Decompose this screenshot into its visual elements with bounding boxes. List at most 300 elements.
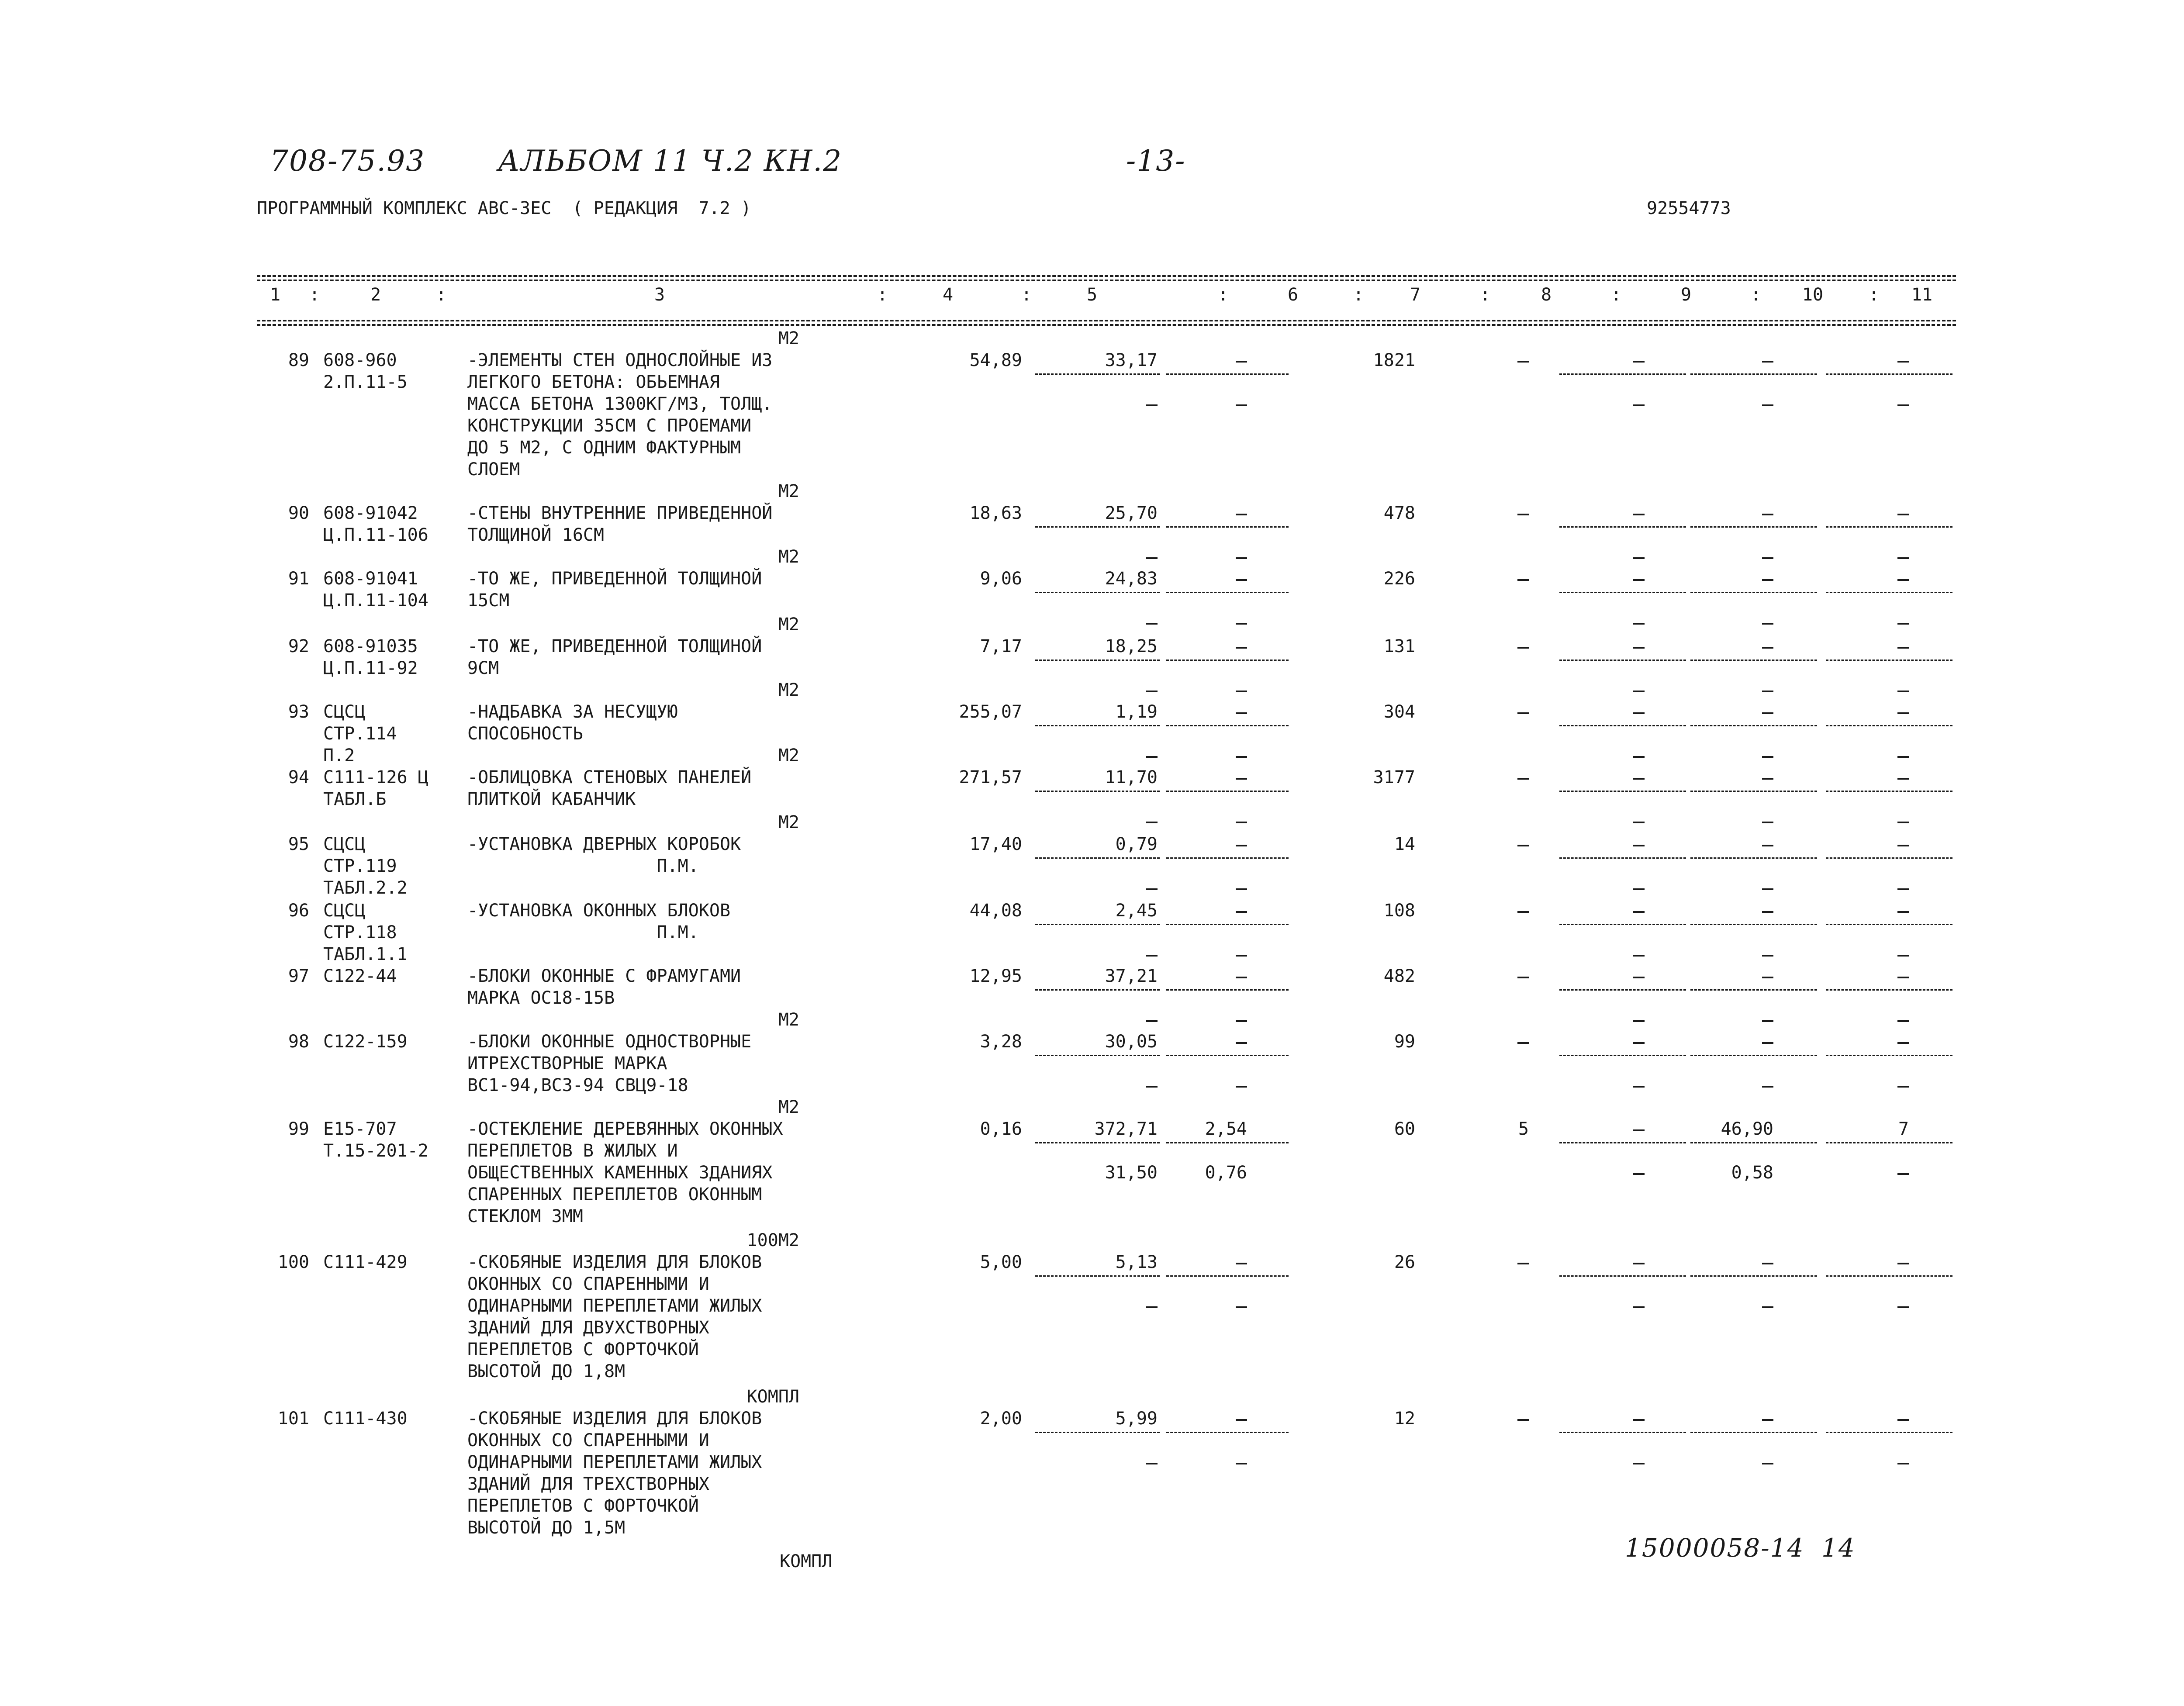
cell-c5: 37,21: [1105, 966, 1158, 986]
empty-value-dash: [1762, 1263, 1773, 1264]
empty-value-dash: [1897, 404, 1909, 406]
value-separator: [1035, 592, 1160, 593]
work-description: -ТО ЖЕ, ПРИВЕДЕННОЙ ТОЛЩИНОЙ: [467, 636, 762, 656]
value-separator: [1690, 373, 1817, 375]
empty-value-dash: [1146, 623, 1158, 625]
value-separator: [1559, 989, 1686, 991]
column-header-11: 6: [1287, 285, 1299, 305]
value-separator: [1826, 791, 1952, 792]
empty-value-dash: [1762, 404, 1773, 406]
column-header-12: :: [1353, 285, 1364, 305]
empty-value-dash: [1517, 647, 1529, 649]
column-header-10: :: [1217, 285, 1229, 305]
empty-value-dash: [1762, 557, 1773, 559]
value-separator: [1035, 1055, 1160, 1056]
empty-value-dash: [1236, 1086, 1247, 1088]
empty-value-dash: [1897, 911, 1909, 913]
empty-value-dash: [1897, 623, 1909, 625]
empty-value-dash: [1517, 514, 1529, 515]
cell-c6: 0,76: [1205, 1163, 1247, 1183]
cell-c5: 2,45: [1115, 901, 1158, 921]
norm-code: С111-430: [323, 1409, 408, 1429]
empty-value-dash: [1633, 911, 1645, 913]
empty-value-dash: [1897, 361, 1909, 363]
row-number: 91: [288, 569, 309, 589]
cell-c7: 3177: [1373, 767, 1415, 787]
cell-c4: 2,00: [980, 1409, 1022, 1429]
work-description: СЛОЕМ: [467, 459, 520, 480]
value-separator: [1559, 1055, 1686, 1056]
value-separator: [1559, 924, 1686, 925]
column-header-6: :: [877, 285, 888, 305]
cell-c10: 46,90: [1721, 1119, 1773, 1139]
empty-value-dash: [1236, 1306, 1247, 1308]
value-separator: [1559, 857, 1686, 859]
empty-value-dash: [1633, 1419, 1645, 1421]
work-description: ПЛИТКОЙ КАБАНЧИК: [467, 789, 636, 809]
empty-value-dash: [1517, 579, 1529, 581]
norm-code: Т.15-201-2: [323, 1141, 429, 1161]
empty-value-dash: [1633, 514, 1645, 515]
value-separator: [1826, 989, 1952, 991]
empty-value-dash: [1517, 778, 1529, 780]
empty-value-dash: [1633, 955, 1645, 957]
norm-code: Ц.П.11-106: [323, 525, 429, 545]
value-separator: [1826, 1432, 1952, 1433]
table-top-rule: [257, 275, 1956, 277]
header-bottom-rule-2: [257, 324, 1956, 326]
unit-label: М2: [778, 547, 799, 567]
empty-value-dash: [1633, 691, 1645, 692]
page-number: -13-: [1126, 144, 1186, 178]
work-description: СПАРЕННЫХ ПЕРЕПЛЕТОВ ОКОННЫМ: [467, 1185, 762, 1205]
value-separator: [1166, 725, 1289, 726]
empty-value-dash: [1897, 1020, 1909, 1022]
empty-value-dash: [1762, 822, 1773, 823]
work-description: ОДИНАРНЫМИ ПЕРЕПЛЕТАМИ ЖИЛЫХ: [467, 1296, 762, 1316]
cell-c4: 54,89: [969, 350, 1022, 370]
norm-code: ТАБЛ.1.1: [323, 944, 408, 964]
empty-value-dash: [1897, 1042, 1909, 1044]
empty-value-dash: [1146, 691, 1158, 692]
empty-value-dash: [1633, 756, 1645, 758]
unit-label: 100М2: [746, 1230, 799, 1250]
value-separator: [1166, 791, 1289, 792]
column-header-19: 10: [1802, 285, 1824, 305]
empty-value-dash: [1236, 888, 1247, 890]
empty-value-dash: [1633, 579, 1645, 581]
work-description: ПЕРЕПЛЕТОВ С ФОРТОЧКОЙ: [467, 1496, 699, 1516]
value-separator: [1559, 1432, 1686, 1433]
value-separator: [1166, 592, 1289, 593]
value-separator: [1166, 1275, 1289, 1277]
unit-label: КОМПЛ: [746, 1387, 799, 1407]
work-description: ОКОННЫХ СО СПАРЕННЫМИ И: [467, 1430, 709, 1450]
column-header-21: 11: [1911, 285, 1933, 305]
row-number: 89: [288, 350, 309, 370]
cell-c6: 2,54: [1205, 1119, 1247, 1139]
value-separator: [1690, 1142, 1817, 1143]
value-separator: [1035, 526, 1160, 528]
empty-value-dash: [1897, 1463, 1909, 1464]
unit-label: М2: [778, 615, 799, 635]
cell-c7: 482: [1383, 966, 1415, 986]
empty-value-dash: [1236, 955, 1247, 957]
empty-value-dash: [1236, 691, 1247, 692]
work-description: ОДИНАРНЫМИ ПЕРЕПЛЕТАМИ ЖИЛЫХ: [467, 1452, 762, 1472]
cell-c4: 0,16: [980, 1119, 1022, 1139]
work-description: -УСТАНОВКА ДВЕРНЫХ КОРОБОК: [467, 834, 741, 854]
empty-value-dash: [1897, 557, 1909, 559]
empty-value-dash: [1762, 911, 1773, 913]
sheet-number: 14: [1821, 1533, 1856, 1563]
empty-value-dash: [1762, 1086, 1773, 1088]
work-description: -НАДБАВКА ЗА НЕСУЩУЮ: [467, 702, 678, 722]
empty-value-dash: [1897, 1419, 1909, 1421]
cell-c10: 0,58: [1731, 1163, 1773, 1183]
column-header-1: 1: [270, 285, 281, 305]
cell-c4: 9,06: [980, 569, 1022, 589]
empty-value-dash: [1517, 911, 1529, 913]
value-separator: [1166, 857, 1289, 859]
document-number: 92554773: [1647, 198, 1731, 218]
norm-code: СТР.119: [323, 856, 397, 876]
value-separator: [1826, 1275, 1952, 1277]
cell-c7: 26: [1394, 1252, 1415, 1272]
row-number: 92: [288, 636, 309, 656]
unit-label: М2: [778, 328, 799, 349]
value-separator: [1166, 924, 1289, 925]
value-separator: [1559, 1142, 1686, 1143]
norm-code: 608-91042: [323, 503, 418, 523]
work-description: ВС1-94,ВС3-94 СВЦ9-18: [467, 1075, 688, 1095]
header-bottom-rule: [257, 320, 1956, 321]
work-description: МАРКА ОС18-15В: [467, 988, 615, 1008]
empty-value-dash: [1633, 845, 1645, 846]
empty-value-dash: [1633, 822, 1645, 823]
work-description: МАССА БЕТОНА 1300КГ/М3, ТОЛЩ.: [467, 394, 773, 414]
work-description: КОНСТРУКЦИИ 35СМ С ПРОЕМАМИ: [467, 416, 752, 436]
empty-value-dash: [1762, 778, 1773, 780]
empty-value-dash: [1236, 822, 1247, 823]
empty-value-dash: [1762, 712, 1773, 714]
value-separator: [1690, 791, 1817, 792]
cell-c4: 255,07: [959, 702, 1022, 722]
column-header-8: :: [1021, 285, 1032, 305]
cell-c11: 7: [1898, 1119, 1909, 1139]
work-description: -УСТАНОВКА ОКОННЫХ БЛОКОВ: [467, 901, 731, 921]
empty-value-dash: [1897, 822, 1909, 823]
unit-label: М2: [778, 746, 799, 766]
work-description: 15СМ: [467, 591, 510, 611]
empty-value-dash: [1146, 955, 1158, 957]
value-separator: [1690, 1275, 1817, 1277]
cell-c4: 18,63: [969, 503, 1022, 523]
work-description: -ЭЛЕМЕНТЫ СТЕН ОДНОСЛОЙНЫЕ ИЗ: [467, 350, 773, 370]
cell-c5: 5,13: [1115, 1252, 1158, 1272]
empty-value-dash: [1762, 888, 1773, 890]
empty-value-dash: [1633, 1086, 1645, 1088]
cell-c5: 25,70: [1105, 503, 1158, 523]
cell-c4: 271,57: [959, 767, 1022, 787]
value-separator: [1166, 989, 1289, 991]
empty-value-dash: [1897, 756, 1909, 758]
cell-c4: 3,28: [980, 1032, 1022, 1052]
norm-code: СЦСЦ: [323, 834, 366, 854]
column-header-7: 4: [942, 285, 954, 305]
cell-c5: 18,25: [1105, 636, 1158, 656]
row-number: 95: [288, 834, 309, 854]
row-number: 94: [288, 767, 309, 787]
value-separator: [1559, 1275, 1686, 1277]
unit-label: М2: [778, 481, 799, 501]
value-separator: [1035, 373, 1160, 375]
empty-value-dash: [1897, 579, 1909, 581]
empty-value-dash: [1897, 712, 1909, 714]
work-description: ЗДАНИЙ ДЛЯ ДВУХСТВОРНЫХ: [467, 1318, 709, 1338]
empty-value-dash: [1762, 1042, 1773, 1044]
cell-c4: 7,17: [980, 636, 1022, 656]
empty-value-dash: [1633, 1263, 1645, 1264]
unit-label: М2: [778, 1097, 799, 1117]
norm-code: ТАБЛ.Б: [323, 789, 387, 809]
empty-value-dash: [1633, 361, 1645, 363]
row-number: 101: [277, 1409, 309, 1429]
empty-value-dash: [1762, 1020, 1773, 1022]
empty-value-dash: [1762, 361, 1773, 363]
work-description: ОБЩЕСТВЕННЫХ КАМЕННЫХ ЗДАНИЯХ: [467, 1163, 773, 1183]
work-description: ВЫСОТОЙ ДО 1,8М: [467, 1361, 625, 1381]
value-separator: [1559, 526, 1686, 528]
cell-c5: 33,17: [1105, 350, 1158, 370]
empty-value-dash: [1897, 1173, 1909, 1175]
empty-value-dash: [1236, 404, 1247, 406]
work-description: -ОБЛИЦОВКА СТЕНОВЫХ ПАНЕЛЕЙ: [467, 767, 752, 787]
empty-value-dash: [1762, 955, 1773, 957]
value-separator: [1690, 526, 1817, 528]
unit-label-last: КОМПЛ: [780, 1551, 833, 1571]
cell-c4: 12,95: [969, 966, 1022, 986]
empty-value-dash: [1633, 623, 1645, 625]
work-description: 9СМ: [467, 658, 499, 678]
work-description: ОКОННЫХ СО СПАРЕННЫМИ И: [467, 1274, 709, 1294]
value-separator: [1166, 660, 1289, 661]
empty-value-dash: [1633, 778, 1645, 780]
table-top-rule-2: [257, 280, 1956, 281]
norm-code: Е15-707: [323, 1119, 397, 1139]
empty-value-dash: [1633, 888, 1645, 890]
value-separator: [1690, 924, 1817, 925]
empty-value-dash: [1146, 404, 1158, 406]
value-separator: [1166, 1055, 1289, 1056]
value-separator: [1690, 989, 1817, 991]
value-separator: [1690, 725, 1817, 726]
value-separator: [1166, 526, 1289, 528]
column-header-17: 9: [1680, 285, 1692, 305]
work-description: ДО 5 М2, С ОДНИМ ФАКТУРНЫМ: [467, 438, 741, 458]
norm-code: П.2: [323, 746, 355, 766]
norm-code: С122-44: [323, 966, 397, 986]
row-number: 98: [288, 1032, 309, 1052]
work-description: ИТРЕХСТВОРНЫЕ МАРКА: [467, 1053, 667, 1074]
value-separator: [1035, 725, 1160, 726]
work-description: -ТО ЖЕ, ПРИВЕДЕННОЙ ТОЛЩИНОЙ: [467, 569, 762, 589]
empty-value-dash: [1517, 845, 1529, 846]
value-separator: [1559, 373, 1686, 375]
empty-value-dash: [1762, 579, 1773, 581]
cell-c4: 44,08: [969, 901, 1022, 921]
value-separator: [1559, 791, 1686, 792]
empty-value-dash: [1633, 1463, 1645, 1464]
empty-value-dash: [1517, 1263, 1529, 1264]
unit-label: М2: [778, 812, 799, 832]
norm-code: 2.П.11-5: [323, 372, 408, 392]
cell-c5: 30,05: [1105, 1032, 1158, 1052]
work-description: -СТЕНЫ ВНУТРЕННИЕ ПРИВЕДЕННОЙ: [467, 503, 773, 523]
cell-c8: 5: [1518, 1119, 1529, 1139]
column-header-14: :: [1479, 285, 1491, 305]
row-number: 97: [288, 966, 309, 986]
value-separator: [1035, 1275, 1160, 1277]
work-description: -СКОБЯНЫЕ ИЗДЕЛИЯ ДЛЯ БЛОКОВ: [467, 1409, 762, 1429]
column-header-5: 3: [654, 285, 665, 305]
empty-value-dash: [1897, 1086, 1909, 1088]
row-number: 99: [288, 1119, 309, 1139]
work-description: СПОСОБНОСТЬ: [467, 724, 583, 744]
empty-value-dash: [1146, 1463, 1158, 1464]
empty-value-dash: [1762, 1463, 1773, 1464]
cell-c4: 17,40: [969, 834, 1022, 854]
cell-c7: 131: [1383, 636, 1415, 656]
empty-value-dash: [1762, 756, 1773, 758]
value-separator: [1035, 791, 1160, 792]
work-description: ЛЕГКОГО БЕТОНА: ОБЬЕМНАЯ: [467, 372, 720, 392]
norm-code: 608-91035: [323, 636, 418, 656]
norm-code: СТР.114: [323, 724, 397, 744]
empty-value-dash: [1236, 756, 1247, 758]
norm-code: ТАБЛ.2.2: [323, 878, 408, 898]
value-separator: [1166, 1432, 1289, 1433]
unit-label: М2: [778, 680, 799, 700]
value-separator: [1690, 592, 1817, 593]
empty-value-dash: [1633, 1306, 1645, 1308]
empty-value-dash: [1897, 1263, 1909, 1264]
value-separator: [1826, 373, 1952, 375]
empty-value-dash: [1897, 778, 1909, 780]
column-header-18: :: [1750, 285, 1762, 305]
cell-c7: 304: [1383, 702, 1415, 722]
cell-c5: 1,19: [1115, 702, 1158, 722]
value-separator: [1826, 924, 1952, 925]
column-header-3: 2: [370, 285, 381, 305]
cell-c5: 372,71: [1094, 1119, 1158, 1139]
empty-value-dash: [1633, 977, 1645, 978]
empty-value-dash: [1633, 1042, 1645, 1044]
value-separator: [1166, 1142, 1289, 1143]
cell-c7: 12: [1394, 1409, 1415, 1429]
empty-value-dash: [1633, 1020, 1645, 1022]
cell-c7: 99: [1394, 1032, 1415, 1052]
empty-value-dash: [1236, 623, 1247, 625]
value-separator: [1035, 1142, 1160, 1143]
value-separator: [1690, 660, 1817, 661]
empty-value-dash: [1897, 845, 1909, 846]
norm-code: 608-960: [323, 350, 397, 370]
empty-value-dash: [1517, 1042, 1529, 1044]
value-separator: [1559, 725, 1686, 726]
work-description: -БЛОКИ ОКОННЫЕ ОДНОСТВОРНЫЕ: [467, 1032, 752, 1052]
empty-value-dash: [1146, 888, 1158, 890]
cell-c5: 5,99: [1115, 1409, 1158, 1429]
value-separator: [1035, 924, 1160, 925]
work-description: -ОСТЕКЛЕНИЕ ДЕРЕВЯННЫХ ОКОННЫХ: [467, 1119, 783, 1139]
empty-value-dash: [1236, 1463, 1247, 1464]
empty-value-dash: [1517, 361, 1529, 363]
column-header-2: :: [309, 285, 320, 305]
empty-value-dash: [1236, 557, 1247, 559]
value-separator: [1035, 989, 1160, 991]
empty-value-dash: [1762, 977, 1773, 978]
column-header-16: :: [1610, 285, 1622, 305]
work-description: СТЕКЛОМ 3ММ: [467, 1206, 583, 1226]
row-number: 96: [288, 901, 309, 921]
norm-code: Ц.П.11-104: [323, 591, 429, 611]
cell-c4: 5,00: [980, 1252, 1022, 1272]
value-separator: [1826, 1055, 1952, 1056]
album-reference: АЛЬБОМ 11 Ч.2 КН.2: [498, 144, 843, 178]
norm-code: С111-429: [323, 1252, 408, 1272]
empty-value-dash: [1633, 712, 1645, 714]
cell-c7: 60: [1394, 1119, 1415, 1139]
work-description: ПЕРЕПЛЕТОВ С ФОРТОЧКОЙ: [467, 1340, 699, 1360]
norm-code: 608-91041: [323, 569, 418, 589]
work-description: ВЫСОТОЙ ДО 1,5М: [467, 1518, 625, 1538]
empty-value-dash: [1633, 404, 1645, 406]
value-separator: [1166, 373, 1289, 375]
work-description: П.М.: [467, 856, 699, 876]
cell-c5: 24,83: [1105, 569, 1158, 589]
cell-c5: 11,70: [1105, 767, 1158, 787]
empty-value-dash: [1146, 1306, 1158, 1308]
cell-c7: 226: [1383, 569, 1415, 589]
work-description: П.М.: [467, 922, 699, 943]
cell-c5: 31,50: [1105, 1163, 1158, 1183]
unit-label: М2: [778, 1010, 799, 1030]
cell-c7: 108: [1383, 901, 1415, 921]
work-description: -БЛОКИ ОКОННЫЕ С ФРАМУГАМИ: [467, 966, 741, 986]
empty-value-dash: [1146, 756, 1158, 758]
value-separator: [1035, 660, 1160, 661]
column-header-4: :: [435, 285, 447, 305]
empty-value-dash: [1762, 691, 1773, 692]
value-separator: [1035, 857, 1160, 859]
empty-value-dash: [1762, 514, 1773, 515]
norm-code: С122-159: [323, 1032, 408, 1052]
norm-code: СЦСЦ: [323, 702, 366, 722]
empty-value-dash: [1633, 647, 1645, 649]
value-separator: [1826, 526, 1952, 528]
empty-value-dash: [1762, 1306, 1773, 1308]
row-number: 100: [277, 1252, 309, 1272]
cell-c7: 14: [1394, 834, 1415, 854]
empty-value-dash: [1146, 1086, 1158, 1088]
program-title: ПРОГРАММНЫЙ КОМПЛЕКС АВС-3ЕС ( РЕДАКЦИЯ 7.2 ): [257, 198, 751, 218]
value-separator: [1826, 1142, 1952, 1143]
empty-value-dash: [1762, 623, 1773, 625]
norm-code: С111-126 Ц: [323, 767, 429, 787]
empty-value-dash: [1897, 977, 1909, 978]
norm-code: СЦСЦ: [323, 901, 366, 921]
